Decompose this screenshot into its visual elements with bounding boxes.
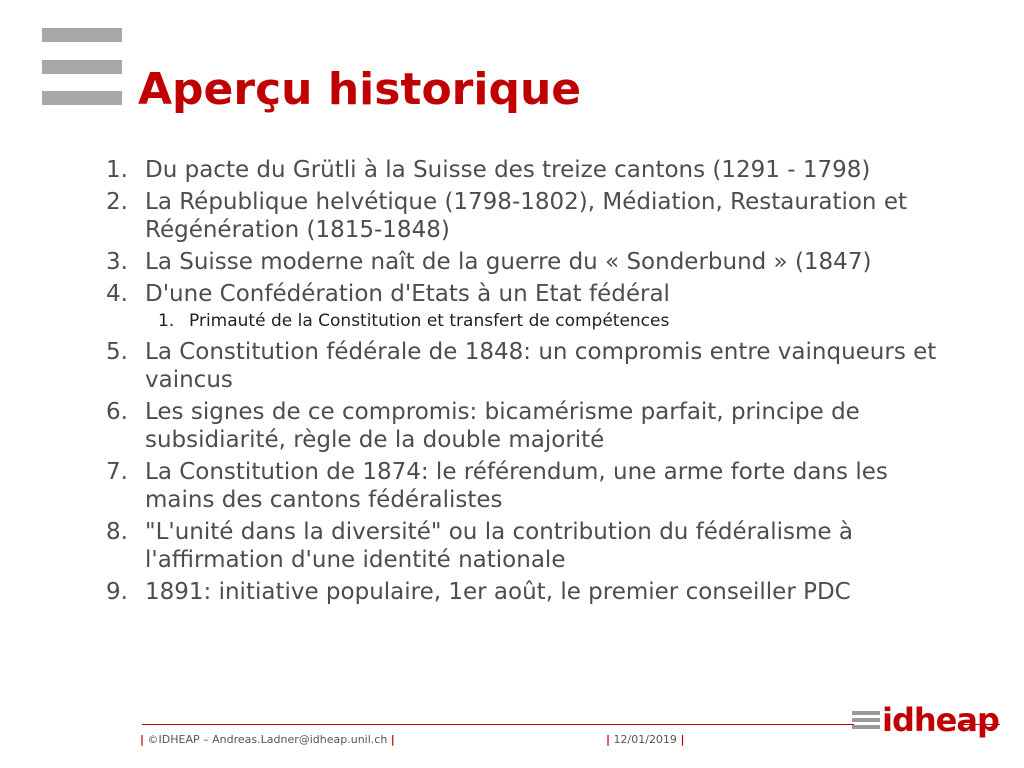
bar bbox=[42, 91, 122, 105]
footer-pipe: | bbox=[140, 733, 145, 746]
list-item bbox=[100, 156, 960, 184]
bar bbox=[42, 28, 122, 42]
outline-list bbox=[100, 156, 960, 610]
item-text: La Suisse moderne naît de la guerre du « Sonderbund » (1847) bbox=[145, 249, 872, 275]
footer-pipe: | bbox=[680, 733, 685, 746]
footer-divider bbox=[142, 724, 854, 725]
footer-pipe: | bbox=[390, 733, 395, 746]
list-item bbox=[100, 518, 960, 574]
logo-text: idheap bbox=[882, 701, 999, 739]
item-text: Du pacte du Grütli à la Suisse des treize cantons (1291 - 1798) bbox=[145, 157, 871, 183]
slide-title: Aperçu historique bbox=[138, 64, 582, 115]
item-text: D'une Confédération d'Etats à un Etat fédéral bbox=[145, 281, 670, 307]
item-number: 6. bbox=[106, 399, 128, 425]
item-text: La Constitution de 1874: le référendum, une arme forte dans les mains des cantons fédéralistes bbox=[145, 459, 888, 513]
sub-list-item bbox=[100, 310, 960, 332]
copyright-text: ©IDHEAP – Andreas.Ladner@idheap.unil.ch bbox=[147, 733, 388, 746]
footer-pipe: | bbox=[606, 733, 611, 746]
header-bars-icon bbox=[42, 28, 122, 119]
item-number: 3. bbox=[106, 249, 128, 275]
item-number: 2. bbox=[106, 189, 128, 215]
item-number: 9. bbox=[106, 579, 128, 605]
subitem-number: 1. bbox=[158, 311, 175, 331]
logo-bars-icon bbox=[852, 708, 880, 732]
item-number: 1. bbox=[106, 157, 128, 183]
list-item bbox=[100, 248, 960, 276]
date-text: 12/01/2019 bbox=[613, 733, 677, 746]
list-item bbox=[100, 398, 960, 454]
footer-copyright bbox=[140, 733, 395, 746]
list-item bbox=[100, 338, 960, 394]
item-number: 4. bbox=[106, 281, 128, 307]
list-item bbox=[100, 458, 960, 514]
subitem-text: Primauté de la Constitution et transfert de compétences bbox=[189, 311, 670, 331]
item-number: 7. bbox=[106, 459, 128, 485]
bar bbox=[42, 60, 122, 74]
item-number: 5. bbox=[106, 339, 128, 365]
list-item bbox=[100, 188, 960, 244]
item-text: La Constitution fédérale de 1848: un compromis entre vainqueurs et vaincus bbox=[145, 339, 937, 393]
list-item bbox=[100, 578, 960, 606]
item-text: 1891: initiative populaire, 1er août, le premier conseiller PDC bbox=[145, 579, 851, 605]
item-text: "L'unité dans la diversité" ou la contribution du fédéralisme à l'affirmation d'une identité nationale bbox=[145, 519, 853, 573]
item-text: La République helvétique (1798-1802), Médiation, Restauration et Régénération (1815-1848) bbox=[145, 189, 907, 243]
footer-date bbox=[606, 733, 684, 746]
item-number: 8. bbox=[106, 519, 128, 545]
idheap-logo bbox=[852, 700, 999, 740]
list-item bbox=[100, 280, 960, 308]
item-text: Les signes de ce compromis: bicamérisme parfait, principe de subsidiarité, règle de la double majorité bbox=[145, 399, 860, 453]
